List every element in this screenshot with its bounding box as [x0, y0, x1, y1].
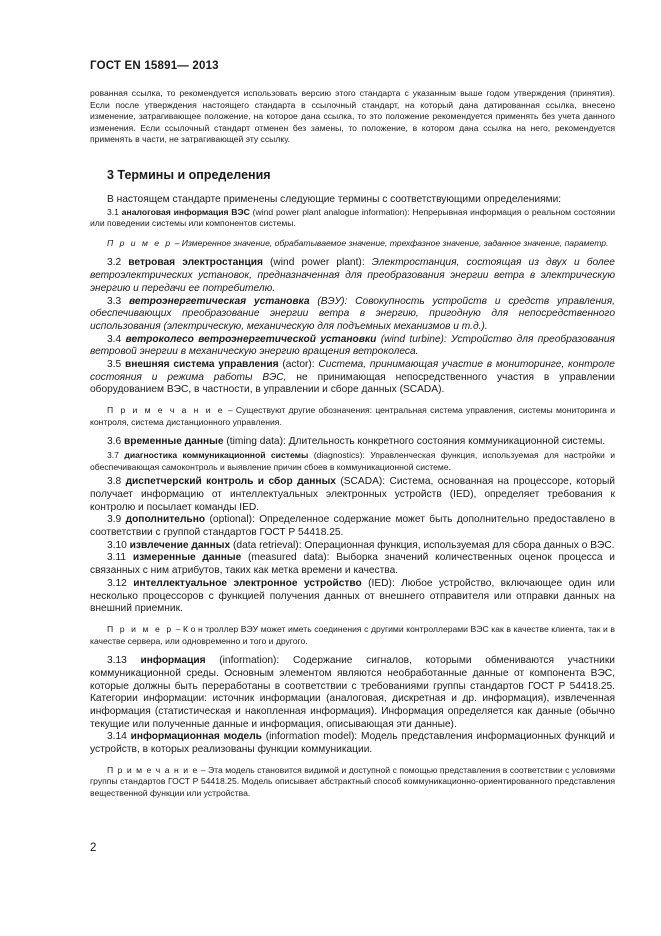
term-3-1 [90, 207, 615, 230]
term-3-2 [90, 257, 615, 295]
term-definition: (timing data): Длительность конкретного состояния коммуникационной системы. [223, 436, 606, 448]
term-number: 3.2 [107, 257, 122, 269]
term-definition: (data retrieval): Операционная функция, используемая для сбора данных о ВЭС. [230, 539, 615, 551]
example-1 [90, 238, 615, 250]
term-name: временные данные [124, 436, 224, 448]
note-1 [90, 405, 615, 428]
term-definition: (wind power plant analogue information): Непрерывная информация о реальном состоянии или поведении системы или компонентов системы. [90, 206, 615, 229]
term-name: диагностика коммуникационной системы [124, 450, 309, 461]
term-definition: (information): Содержание сигналов, которыми обмениваются участники коммуникационной среды. Основным элементом являются необработанные данные от компонента ВЭС, которые должны быть переработаны в соответствии с требованиями группы стандартов ГОСТ Р 54418.25. Категории информации: источник информации (аналоговая, дискретная и др. информация), извлеченная информация (статистическая и накопленная информация). Информация определяется как данные (обычно текущие или полученные данные и информация, описывающая эти данные). [90, 655, 615, 730]
term-name: ветровая электростанция [128, 257, 263, 269]
section-lead: В настоящем стандарте применены следующие термины с соответствующими определениями: [107, 193, 562, 205]
term-number: 3.8 [107, 476, 122, 488]
term-name: ветроколесо ветроэнергетической установки [125, 333, 377, 345]
term-3-6 [90, 436, 615, 449]
term-name: диспетчерский контроль и сбор данных [125, 476, 336, 488]
example-label: П р и м е р [107, 237, 173, 248]
term-name: внешняя система управления [124, 359, 279, 371]
term-number: 3.13 [107, 655, 127, 667]
term-english: (actor): [278, 359, 319, 371]
term-name: измеренные данные [132, 552, 242, 564]
term-name: извлечение данных [129, 539, 231, 551]
page-number: 2 [90, 842, 97, 854]
term-3-12 [90, 578, 615, 616]
term-definition: (diagnostics): Управленческая функция, используемая для настройки и обеспечивающая самоконтроль и выявление причин сбоев в коммуникационной системе. [90, 450, 616, 472]
term-definition: (optional): Определенное содержание может быть дополнительно предоставлено в соответствии с группой стандартов ГОСТ Р 54418.25. [90, 514, 615, 539]
note-label: П р и м е ч а н и е [107, 764, 199, 775]
term-number: 3.5 [107, 359, 122, 371]
note-text: – Существуют другие обозначения: центральная система управления, системы мониторинга и контроля, система дистанционного управления. [90, 405, 615, 427]
term-3-3 [90, 296, 615, 334]
example-label: П р и м е р [107, 624, 174, 634]
term-number: 3.9 [107, 514, 122, 526]
term-definition: (SCADA): Система, основанная на процессоре, который получает информацию от интеллектуальных электронных устройств (IED), определяет требования к контролю и посылает команды IED. [90, 476, 615, 513]
term-name: аналоговая информация ВЭС [121, 206, 250, 217]
term-number: 3.4 [107, 333, 122, 345]
term-definition: (IED): Любое устройство, включающее один или несколько процессоров с функцией получения данных от внешнего отправителя или отправки данных на внешний приемник. [90, 577, 615, 615]
term-definition: (information model): Модель представления информационных функций и устройств, в которых реализованы функции коммуникации. [90, 731, 615, 756]
intro-paragraph: рованная ссылка, то рекомендуется использовать версию этого стандарта с указанным выше годом утверждения (принятия). Если после утверждения настоящего стандарта в ссылочный стандарт, на который дана датированная ссылка, внесено изменение, затрагивающее положение, на которое дана ссылка, то это положение рекомендуется применять без учета данного изменения. Если ссылочный стандарт отменен без замены, то положение, в котором дана ссылка на него, рекомендуется применять в части, не затрагивающей эту ссылку. [90, 88, 615, 145]
term-3-7 [90, 450, 615, 473]
term-number: 3.7 [107, 450, 119, 461]
section-title: 3 Термины и определения [107, 167, 271, 182]
term-english: (wind power plant): [262, 257, 372, 269]
term-3-9 [90, 514, 615, 539]
document-header: ГОСТ EN 15891— 2013 [90, 60, 219, 72]
term-number: 3.3 [107, 295, 122, 307]
term-3-14 [90, 731, 615, 756]
term-name: ветроэнергетическая установка [129, 295, 310, 307]
term-definition-italic: Система, принимающая участие в мониторинге, контроле состояния и режима работы ВЭС, [90, 359, 615, 383]
term-name: дополнительно [125, 514, 206, 526]
term-number: 3.10 [107, 539, 127, 551]
term-number: 3.12 [107, 577, 127, 589]
term-number: 3.14 [107, 731, 127, 743]
term-definition: (measured data): Выборка значений количественных оценок процесса и связанных с ним атрибутов, таких как метка времени и качества. [90, 552, 615, 577]
term-number: 3.1 [107, 206, 119, 217]
example-2 [90, 624, 615, 647]
term-name: интеллектуальное электронное устройство [133, 577, 362, 589]
note-text: – Эта модель становится видимой и доступной с помощью представления в соответствии с условиями группы стандартов ГОСТ Р 54418.25. Модель описывает абстрактный способ коммуникационно-ориентированного представления вещественной функции или устройства. [90, 764, 615, 798]
term-definition: Электростанция, состоящая из двух и более ветроэлектрических установок, предназначенная для преобразования энергии ветра в электрическую энергию и передачи ее потребителю. [90, 257, 615, 294]
term-definition: не принимающая непосредственного участия в управлении оборудованием ВЭС, в частности, в управлении и сборе данных (SCADA). [90, 371, 615, 396]
example-text: – К о н троллер ВЭУ может иметь соединения с другими контроллерами ВЭС как в качестве клиента, так и в качестве сервера, или одновременно и того и другого. [90, 624, 615, 646]
term-number: 3.11 [107, 552, 127, 564]
note-label: П р и м е ч а н и е [107, 405, 225, 416]
term-definition: (ВЭУ): Совокупность устройств и средств управления, обеспечивающих преобразование энергии ветра в энергию, пригодную для непосредственного использования (электрическую, механическую для подъемных механизмов и т.д.). [90, 295, 615, 332]
page-content [90, 88, 615, 800]
term-definition: (wind turbine): Устройство для преобразования ветровой энергии в механическую энергию вращения ветроколеса. [90, 333, 615, 358]
term-3-4 [90, 334, 615, 359]
term-3-10 [90, 540, 615, 553]
example-text: – Измеренное значение, обрабатываемое значение, трехфазное значение, заданное значение, параметр. [172, 237, 609, 248]
term-3-8 [90, 476, 615, 514]
term-name: информация [140, 655, 206, 667]
term-3-5 [90, 359, 615, 397]
term-3-13 [90, 655, 615, 731]
note-2 [90, 765, 615, 800]
term-3-11 [90, 552, 615, 577]
term-number: 3.6 [107, 436, 122, 448]
term-name: информационная модель [130, 731, 262, 743]
